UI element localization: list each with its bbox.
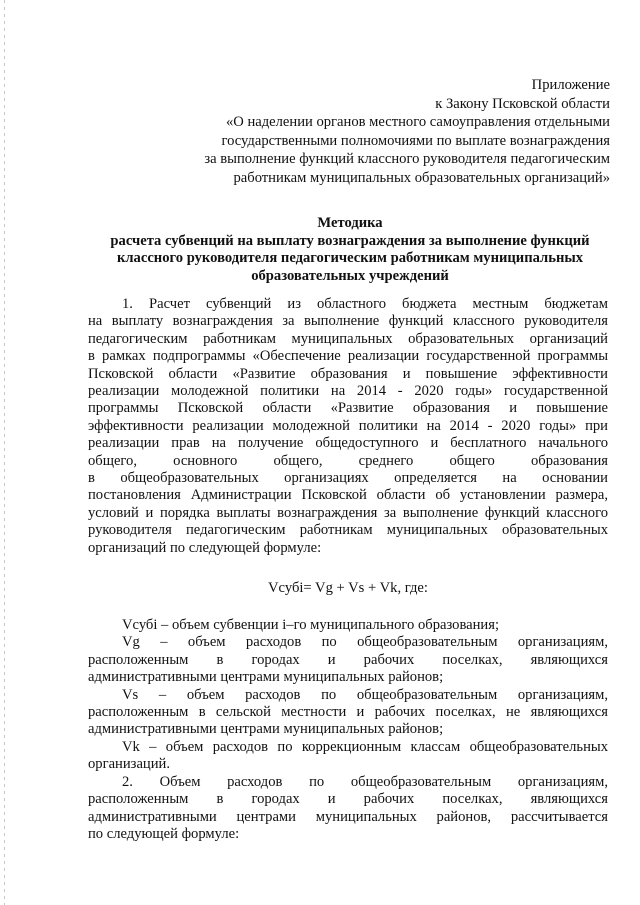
paragraph-2 <box>88 774 608 844</box>
title-line: классного руководителя педагогическим работникам муниципальных <box>116 250 584 267</box>
definitions <box>88 617 608 774</box>
title-line: Методика <box>317 215 383 231</box>
appendix-line: Приложение <box>531 77 610 93</box>
paragraph-line: реализации прав на получение общедоступного и бесплатного начального <box>88 435 608 452</box>
paragraph-line: условий и порядка выплаты вознаграждения за выполнение функций классного <box>88 504 608 521</box>
formula: Vсубi= Vg + Vs + Vk, где: <box>268 580 428 596</box>
definition-vg-line: расположенным в городах и рабочих поселках, являющихся <box>88 651 608 668</box>
title-line: образовательных учреждений <box>251 267 449 284</box>
paragraph-line: в рамках подпрограммы «Обеспечение реализации государственной программы <box>88 348 608 365</box>
definition-vg: Vg – объем расходов по общеобразовательным организациям, <box>122 634 608 651</box>
scan-edge-artifact <box>4 0 5 905</box>
paragraph-line: программы Псковской области «Развитие образования и повышение <box>88 400 608 417</box>
paragraph-line: на выплату вознаграждения за выполнение функций классного руководителя <box>88 313 608 330</box>
paragraph-line: Псковской области «Развитие образования и повышение эффективности <box>88 365 608 382</box>
paragraph-line: 2. Объем расходов по общеобразовательным организациям, <box>122 774 608 790</box>
paragraph-1 <box>88 296 608 557</box>
definition-vs-line: административными центрами муниципальных районов; <box>88 721 444 738</box>
appendix-header <box>150 76 610 188</box>
paragraph-line: эффективности реализации молодежной политики на 2014 - 2020 годы» при <box>88 417 608 434</box>
paragraph-line: общего, основного общего, среднего общего образования <box>88 452 608 469</box>
paragraph-line: руководителя педагогическим работникам муниципальных образовательных <box>88 522 608 539</box>
definition-vsub: Vсубi – объем субвенции i–го муниципального образования; <box>122 617 500 633</box>
paragraph-line: в общеобразовательных организациях определяется на основании <box>88 470 608 487</box>
definition-vs-line: расположенным в сельской местности и рабочих поселках, не являющихся <box>88 704 608 721</box>
appendix-line: работникам муниципальных образовательных организаций» <box>233 169 610 186</box>
paragraph-line: организаций по следующей формуле: <box>88 539 322 556</box>
definition-vs: Vs – объем расходов по общеобразовательным организациям, <box>122 686 608 703</box>
paragraph-line: административными центрами муниципальных районов, рассчитывается <box>88 808 608 825</box>
appendix-line: за выполнение функций классного руководителя педагогическим <box>204 151 610 168</box>
appendix-line: «О наделении органов местного самоуправления отдельными <box>225 114 610 131</box>
paragraph-line: 1. Расчет субвенций из областного бюджета местным бюджетам <box>122 296 608 312</box>
definition-vg-line: административными центрами муниципальных районов; <box>88 669 444 686</box>
paragraph-line: постановления Администрации Псковской области об установлении размера, <box>88 487 608 504</box>
paragraph-line: расположенным в городах и рабочих поселках, являющихся <box>88 791 608 808</box>
title-line: расчета субвенций на выплату вознаграждения за выполнение функций <box>110 232 590 249</box>
document-title <box>70 215 630 285</box>
paragraph-line: реализации молодежной политики на 2014 - 2020 годы» государственной <box>88 383 608 400</box>
appendix-line: к Закону Псковской области <box>435 95 610 112</box>
definition-vk-line: организаций. <box>88 756 170 773</box>
paragraph-line: по следующей формуле: <box>88 826 240 843</box>
paragraph-line: педагогическим работникам муниципальных образовательных организаций <box>88 330 608 347</box>
definition-vk: Vk – объем расходов по коррекционным классам общеобразовательных <box>122 738 608 755</box>
appendix-line: государственными полномочиями по выплате вознаграждения <box>221 132 610 149</box>
